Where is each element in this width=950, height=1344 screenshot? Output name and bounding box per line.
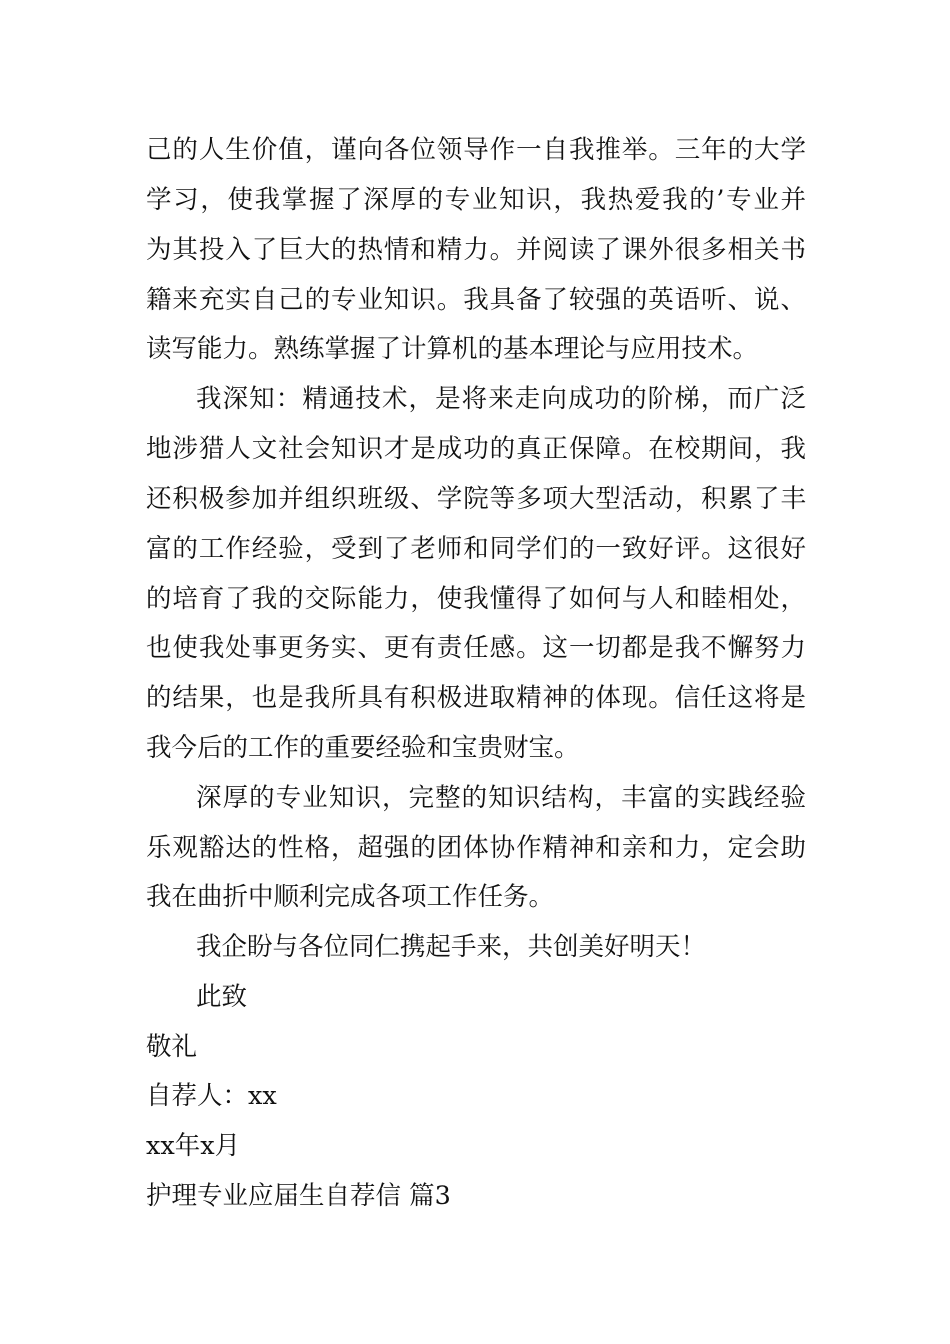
closing-regards: 敬礼 [146,1032,198,1062]
paragraph-start-line: 深厚的专业知识，完整的知识结构，丰富的实践经验 [196,783,806,813]
signature-line: 自荐人：xx [146,1081,277,1111]
section-heading: 护理专业应届生自荐信 篇3 [146,1181,451,1211]
closing-salutation: 此致 [196,982,248,1012]
text-line: 学习，使我掌握了深厚的专业知识，我热爱我的’专业并 [146,185,806,215]
text-line: 我今后的工作的重要经验和宝贵财宝。 [146,733,580,763]
paragraph-start-line: 我深知：精通技术，是将来走向成功的阶梯，而广泛 [196,384,806,414]
text-line: 为其投入了巨大的热情和精力。并阅读了课外很多相关书 [146,235,806,265]
text-line: 己的人生价值，谨向各位领导作一自我推举。三年的大学 [146,135,806,165]
text-line: 地涉猎人文社会知识才是成功的真正保障。在校期间，我 [146,434,806,464]
text-line: 的结果，也是我所具有积极进取精神的体现。信任这将是 [146,683,806,713]
paragraph-start-line: 我企盼与各位同仁携起手来，共创美好明天！ [196,932,707,962]
text-line: 乐观豁达的性格，超强的团体协作精神和亲和力，定会助 [146,833,806,863]
text-line: 籍来充实自己的专业知识。我具备了较强的英语听、说、 [146,285,806,315]
date-line: xx年x月 [146,1131,241,1161]
text-line: 读写能力。熟练掌握了计算机的基本理论与应用技术。 [146,334,759,364]
text-line: 我在曲折中顺利完成各项工作任务。 [146,882,555,912]
text-line: 也使我处事更务实、更有责任感。这一切都是我不懈努力 [146,633,806,663]
text-line: 还积极参加并组织班级、学院等多项大型活动，积累了丰 [146,484,806,514]
text-line: 的培育了我的交际能力，使我懂得了如何与人和睦相处， [146,584,806,614]
text-line: 富的工作经验，受到了老师和同学们的一致好评。这很好 [146,534,806,564]
